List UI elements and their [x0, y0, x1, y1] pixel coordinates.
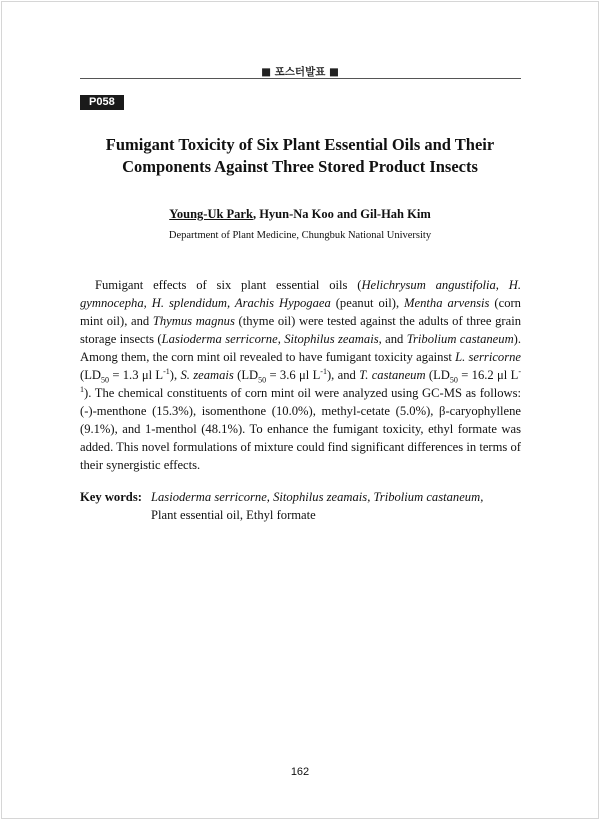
affiliation: Department of Plant Medicine, Chungbuk National University	[168, 230, 432, 241]
ld-value: = 1.3 μl L	[108, 368, 164, 383]
species-name: Thymus magnus	[152, 314, 235, 329]
title-line-2: Components Against Three Stored Product Insects	[122, 157, 478, 176]
page-number: 162	[290, 766, 310, 778]
header-divider	[80, 78, 521, 79]
unit-superscript: -1	[80, 367, 521, 395]
abstract-text: (corn mint oil), and	[80, 296, 521, 329]
presenting-author: Young-Uk Park	[169, 207, 253, 221]
author-list	[80, 207, 520, 222]
species-name: Sitophilus zeamais	[284, 332, 379, 347]
abstract-text: (thyme oil) were tested against the adults of three grain storage insects (	[80, 314, 522, 347]
ld-subscript: 50	[449, 375, 458, 385]
species-name: L. serricorne	[455, 350, 521, 365]
keywords-line-1: Lasioderma serricorne, Sitophilus zeamais, Tribolium castaneum,	[151, 490, 484, 504]
poster-id-badge: P058	[80, 95, 124, 110]
abstract-text: ),	[169, 368, 181, 383]
keywords-label: Key words:	[80, 490, 142, 504]
ld-subscript: 50	[100, 375, 109, 385]
keywords-line-2: Plant essential oil, Ethyl formate	[151, 508, 316, 522]
unit-superscript: -1	[163, 367, 170, 377]
ld-value: = 16.2 μl L	[457, 368, 519, 383]
ld-label: (LD	[425, 368, 450, 383]
abstract-text: ,	[277, 332, 285, 347]
title-line-1: Fumigant Toxicity of Six Plant Essential Oils and Their	[105, 135, 495, 154]
species-name: Tribolium castaneum	[406, 332, 514, 347]
abstract-text: (peanut oil),	[330, 296, 405, 311]
ld-subscript: 50	[258, 375, 267, 385]
abstract-text: ). The chemical constituents of corn mint oil were analyzed using GC-MS as follows: (-)-menthone (15.3%), isomenthone (10.0%), methyl-cetate (5.0%), β-caryophyllene (9.1%), and 1-menthol (48.1%). To enhance the fumigant toxicity, ethyl formate was added. This novel formulations of mixture could find significant differences in terms of their synergistic effects.	[80, 386, 521, 473]
paper-title	[80, 134, 520, 178]
ld-label: (LD	[233, 368, 259, 383]
abstract-text: ), and	[326, 368, 360, 383]
abstract-text: ). Among them, the corn mint oil revealed to have fumigant toxicity against	[80, 332, 522, 365]
section-header: ■ 포스터발표 ■	[261, 66, 339, 78]
species-name: T. castaneum	[359, 368, 426, 383]
unit-superscript: -1	[320, 367, 327, 377]
species-name: S. zeamais	[180, 368, 234, 383]
abstract-text: Fumigant effects of six plant essential oils (	[95, 278, 362, 292]
ld-value: = 3.6 μl L	[266, 368, 321, 383]
co-authors: , Hyun-Na Koo and Gil-Hah Kim	[252, 207, 431, 221]
species-name: Lasioderma serricorne	[161, 332, 278, 347]
abstract-text: , and	[378, 332, 407, 347]
abstract-body	[80, 276, 521, 475]
species-name: Helichrysum angustifolia, H. gymnocepha, H. splendidum, Arachis Hypogaea	[80, 278, 521, 311]
ld-label: (LD	[80, 368, 101, 383]
species-name: Mentha arvensis	[404, 296, 490, 311]
